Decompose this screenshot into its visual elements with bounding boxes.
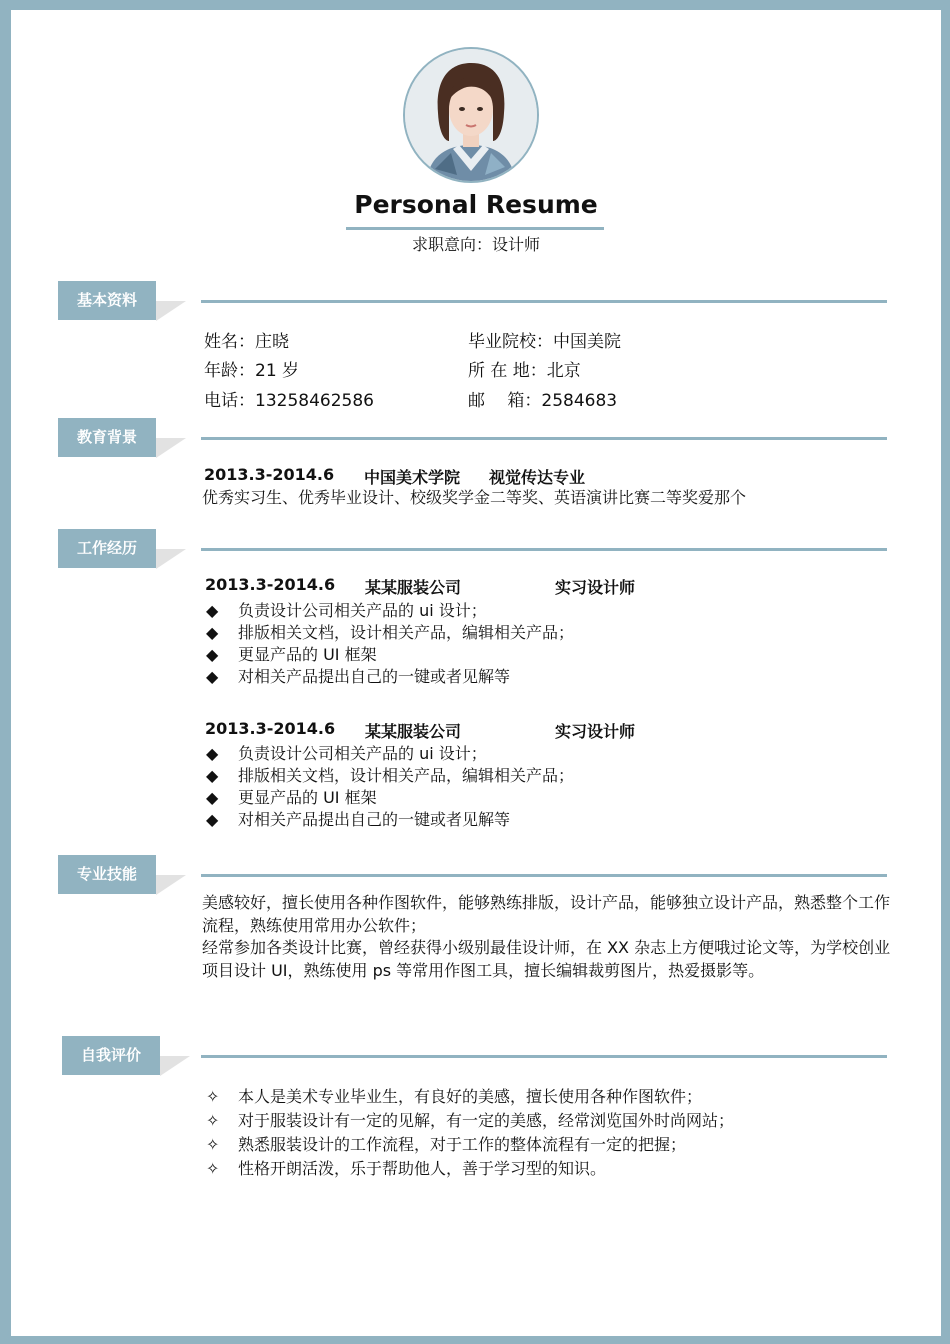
edu-school: 中国美术学院	[364, 468, 461, 487]
section-divider	[201, 1055, 887, 1058]
job-duty-item	[206, 642, 377, 665]
self-eval-text: 熟悉服装设计的工作流程，对于工作的整体流程有一定的把握；	[238, 1135, 687, 1154]
job-role: 实习设计师	[555, 722, 636, 741]
basic-email: 邮 箱：2584683	[468, 391, 618, 411]
resume-page	[11, 10, 941, 1336]
section-tag-shadow	[156, 438, 186, 458]
duty-text: 负责设计公司相关产品的 ui 设计；	[238, 601, 487, 620]
diamond-bullet-icon: ◆	[206, 667, 219, 686]
duty-text: 更显产品的 UI 框架	[238, 645, 377, 664]
basic-location: 所 在 地：北京	[468, 361, 581, 381]
star-bullet-icon: ✧	[206, 1087, 220, 1106]
objective-label: 求职意向：	[411, 235, 492, 254]
edu-description: 优秀实习生、优秀毕业设计、校级奖学金二等奖、英语演讲比赛二等奖爱那个	[202, 488, 747, 507]
section-tag-shadow	[156, 301, 186, 321]
basic-school: 毕业院校：中国美院	[468, 332, 621, 352]
job-period: 2013.3-2014.6	[205, 719, 336, 738]
job-duty-item	[206, 763, 574, 786]
duty-text: 排版相关文档，设计相关产品，编辑相关产品；	[238, 623, 575, 642]
duty-text: 负责设计公司相关产品的 ui 设计；	[238, 744, 487, 763]
star-bullet-icon: ✧	[206, 1135, 220, 1154]
section-tag-shadow	[160, 1056, 190, 1076]
section-tag-education: 教育背景	[58, 418, 156, 457]
skills-paragraph: 经常参加各类设计比赛，曾经获得小级别最佳设计师，在 XX 杂志上方便哦过论文等，为学校创业项目设计 UI，熟练使用 ps 等常用作图工具，擅长编辑裁剪图片，热爱摄影等。	[202, 938, 891, 980]
section-divider	[201, 437, 887, 440]
self-eval-text: 对于服装设计有一定的见解，有一定的美感，经常浏览国外时尚网站；	[238, 1111, 735, 1130]
skills-paragraph: 美感较好，擅长使用各种作图软件，能够熟练排版，设计产品，能够独立设计产品，熟悉整个工作流程，熟练使用常用办公软件；	[202, 893, 891, 935]
duty-text: 对相关产品提出自己的一键或者见解等	[238, 810, 511, 829]
job-duty-item	[206, 598, 487, 621]
section-divider	[201, 548, 887, 551]
basic-age: 年龄：21 岁	[204, 361, 300, 381]
job-objective	[11, 232, 941, 255]
section-tag-skills: 专业技能	[58, 855, 156, 894]
duty-text: 排版相关文档，设计相关产品，编辑相关产品；	[238, 766, 575, 785]
job-duty-item	[206, 807, 510, 830]
self-eval-item	[206, 1108, 734, 1131]
diamond-bullet-icon: ◆	[206, 810, 219, 829]
section-tag-shadow	[156, 875, 186, 895]
section-tag-work: 工作经历	[58, 529, 156, 568]
resume-title: Personal Resume	[354, 190, 598, 219]
job-duty-item	[206, 620, 574, 643]
job-duty-item	[206, 741, 487, 764]
self-eval-text: 性格开朗活泼，乐于帮助他人，善于学习型的知识。	[238, 1159, 607, 1178]
self-eval-text: 本人是美术专业毕业生，有良好的美感，擅长使用各种作图软件；	[238, 1087, 703, 1106]
basic-name: 姓名：庄晓	[204, 332, 289, 352]
edu-period: 2013.3-2014.6	[204, 465, 335, 484]
diamond-bullet-icon: ◆	[206, 766, 219, 785]
section-tag-shadow	[156, 549, 186, 569]
job-company: 某某服装公司	[365, 578, 462, 597]
diamond-bullet-icon: ◆	[206, 601, 219, 620]
section-tag-self: 自我评价	[62, 1036, 160, 1075]
basic-phone: 电话：13258462586	[204, 391, 374, 411]
section-divider	[201, 300, 887, 303]
job-duty-item	[206, 664, 510, 687]
objective-value: 设计师	[492, 235, 541, 254]
title-underline	[346, 227, 604, 230]
star-bullet-icon: ✧	[206, 1111, 220, 1130]
self-eval-item	[206, 1156, 606, 1179]
portrait-illustration	[405, 49, 537, 181]
section-divider	[201, 874, 887, 877]
duty-text: 对相关产品提出自己的一键或者见解等	[238, 667, 511, 686]
star-bullet-icon: ✧	[206, 1159, 220, 1178]
section-tag-basic: 基本资料	[58, 281, 156, 320]
self-eval-item	[206, 1084, 702, 1107]
self-eval-item	[206, 1132, 686, 1155]
job-company: 某某服装公司	[365, 722, 462, 741]
job-role: 实习设计师	[555, 578, 636, 597]
job-period: 2013.3-2014.6	[205, 575, 336, 594]
diamond-bullet-icon: ◆	[206, 744, 219, 763]
job-duty-item	[206, 785, 377, 808]
profile-photo	[403, 47, 539, 183]
diamond-bullet-icon: ◆	[206, 788, 219, 807]
duty-text: 更显产品的 UI 框架	[238, 788, 377, 807]
diamond-bullet-icon: ◆	[206, 623, 219, 642]
edu-major: 视觉传达专业	[489, 468, 586, 487]
diamond-bullet-icon: ◆	[206, 645, 219, 664]
